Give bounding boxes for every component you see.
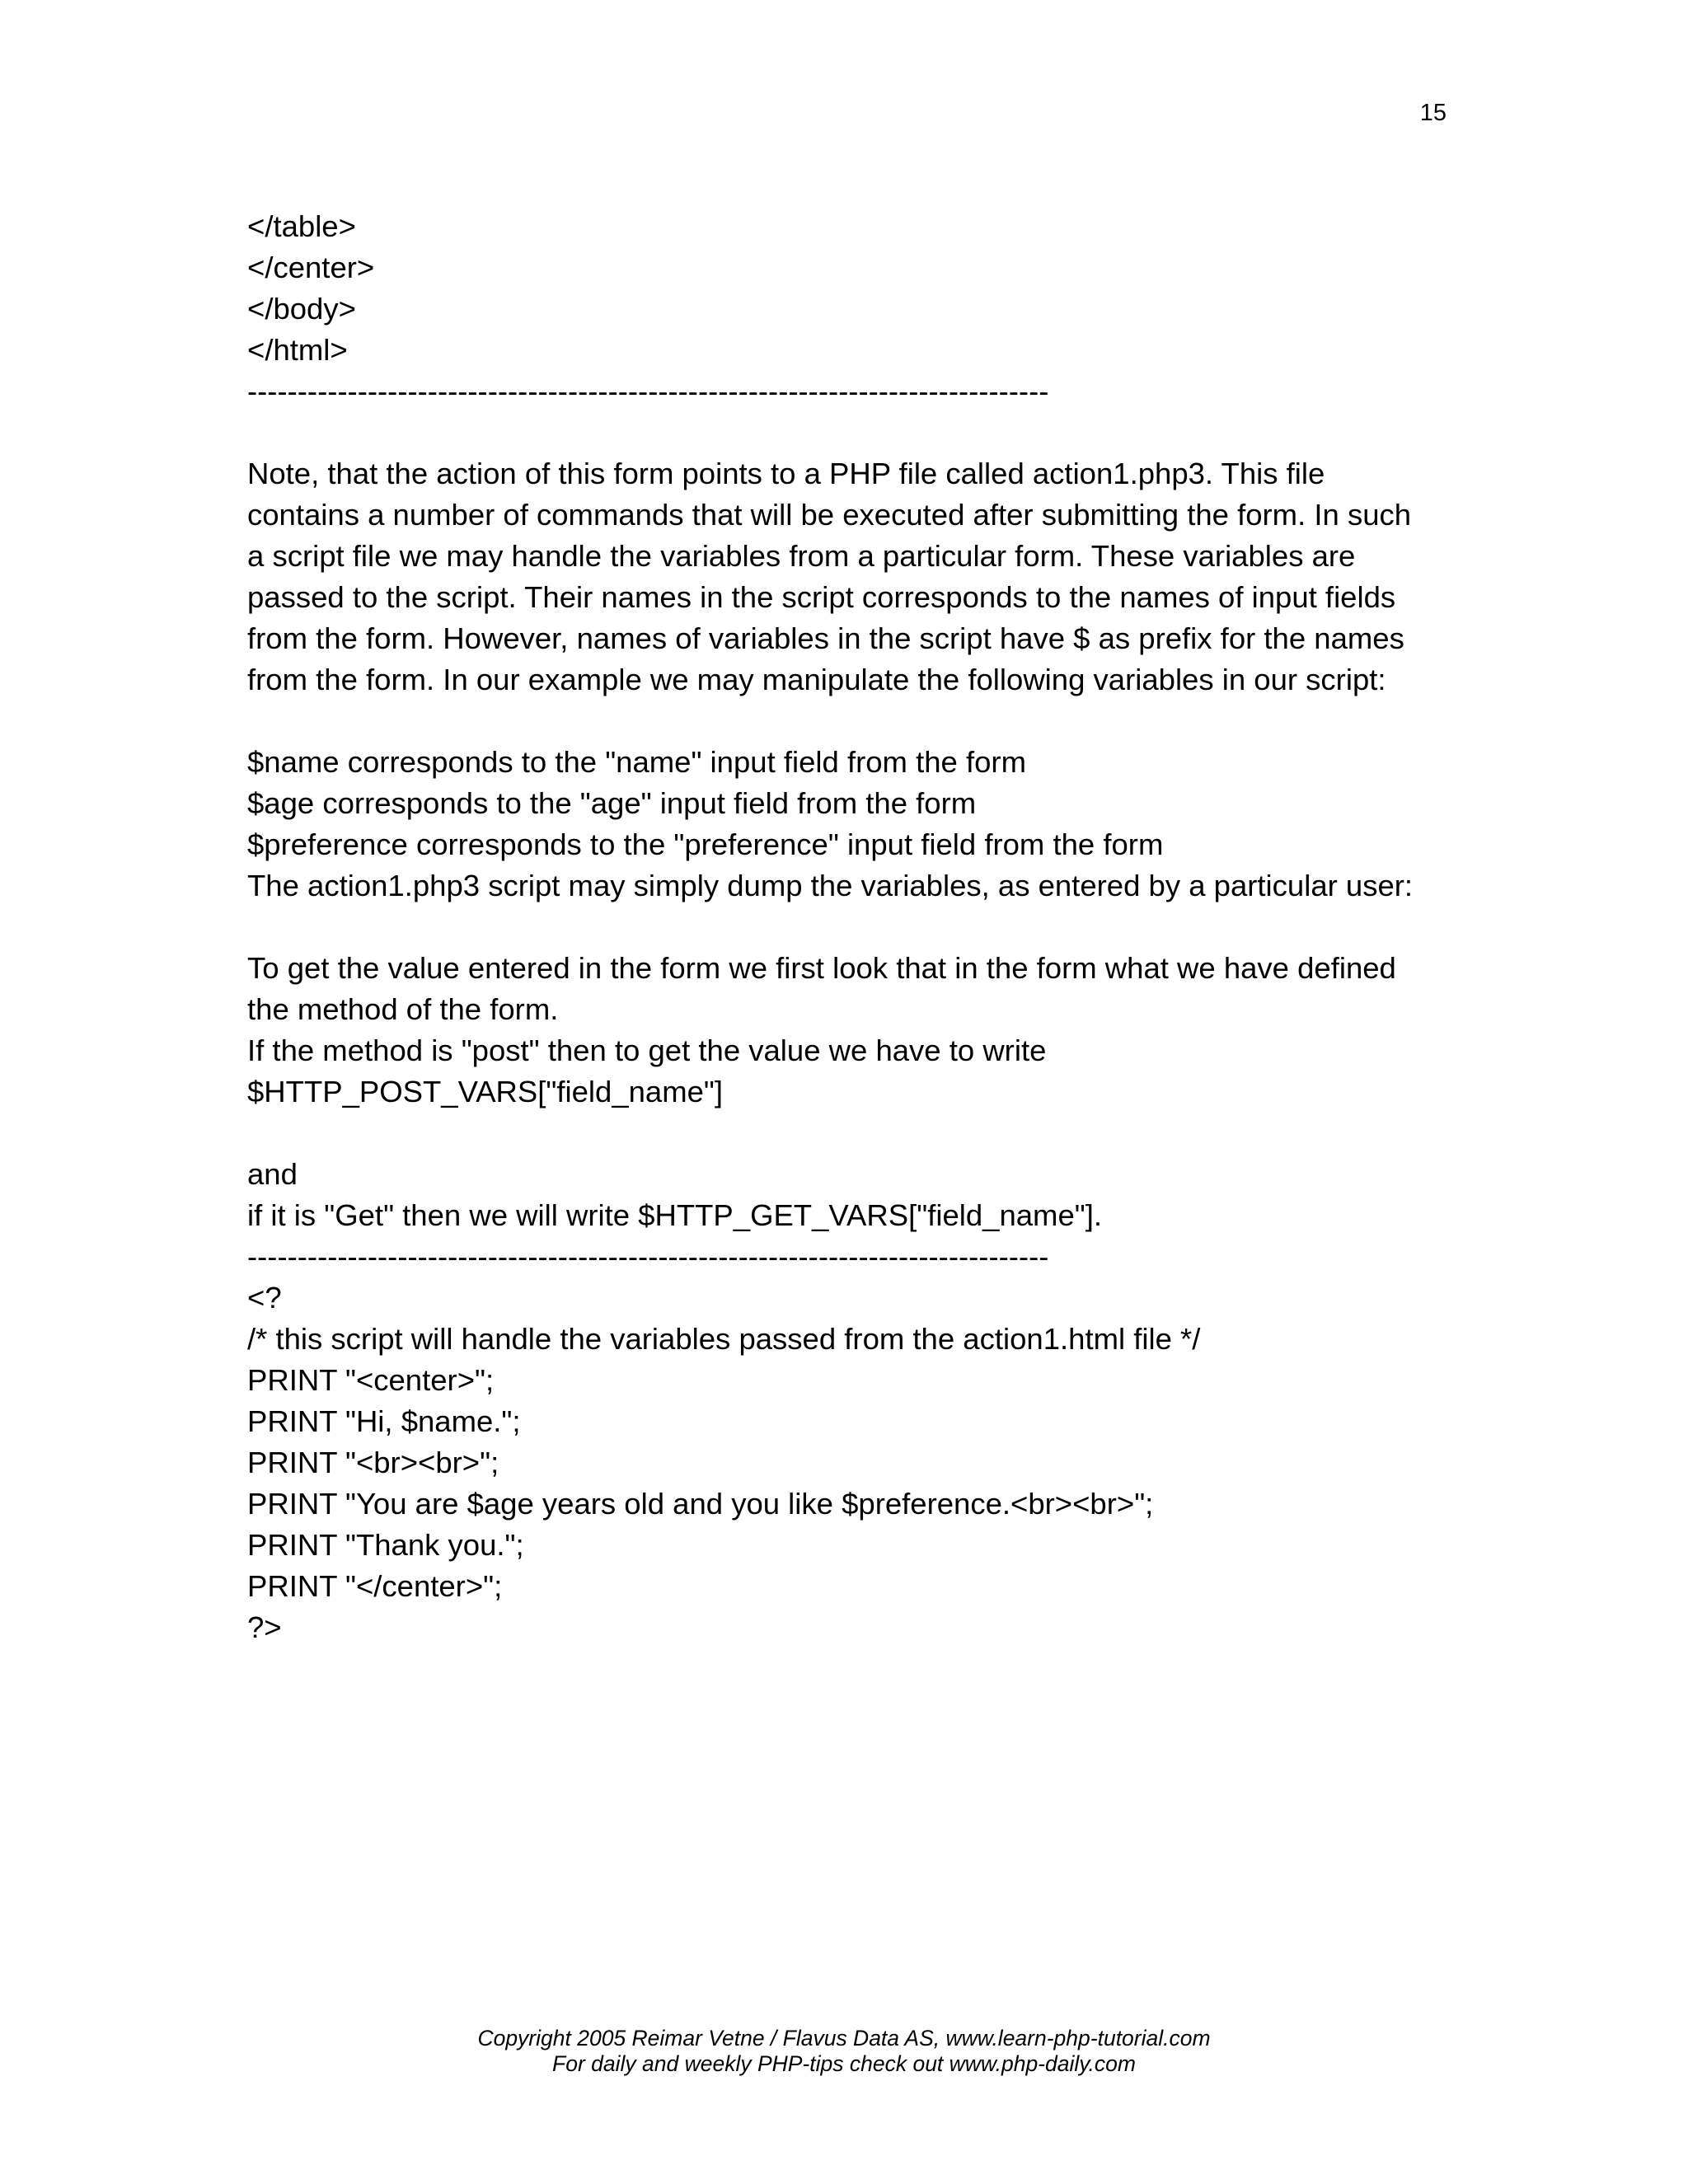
code-line: </center>: [247, 251, 375, 284]
page-body: [247, 206, 1451, 1648]
paragraph-line: contains a number of commands that will be executed after submitting the form. In such: [247, 498, 1412, 532]
blank-line: [247, 1113, 1451, 1154]
paragraph-line: $HTTP_POST_VARS["field_name"]: [247, 1075, 724, 1108]
copyright-line: Copyright 2005 Reimar Vetne / Flavus Data AS, www.learn-php-tutorial.com: [477, 2026, 1211, 2050]
variable-description: $age corresponds to the "age" input field from the form: [247, 786, 977, 820]
paragraph-line: from the form. However, names of variables in the script have $ as prefix for the names: [247, 621, 1404, 655]
separator-line: --------------------------------------------------------------------------------: [247, 374, 1049, 408]
paragraph-line: a script file we may handle the variables from a particular form. These variables are: [247, 539, 1356, 573]
code-line: </table>: [247, 209, 356, 243]
tips-line: For daily and weekly PHP-tips check out www.php-daily.com: [552, 2051, 1136, 2076]
paragraph-line: To get the value entered in the form we first look that in the form what we have defined: [247, 951, 1396, 985]
blank-line: [247, 701, 1451, 742]
variable-description: $preference corresponds to the "preference" input field from the form: [247, 827, 1164, 861]
paragraph-line: If the method is "post" then to get the value we have to write: [247, 1033, 1047, 1067]
paragraph-line: passed to the script. Their names in the script corresponds to the names of input fields: [247, 580, 1396, 614]
paragraph-line: if it is "Get" then we will write $HTTP_GET_VARS["field_name"].: [247, 1198, 1102, 1232]
paragraph-line: and: [247, 1157, 298, 1191]
page-footer: [0, 2026, 1688, 2077]
code-line: PRINT "</center>";: [247, 1569, 503, 1603]
variable-description: $name corresponds to the "name" input field from the form: [247, 745, 1026, 779]
code-line: <?: [247, 1281, 282, 1315]
code-line: </body>: [247, 292, 356, 326]
code-line: /* this script will handle the variables passed from the action1.html file */: [247, 1322, 1201, 1356]
blank-line: [247, 412, 1451, 453]
code-line: PRINT "<br><br>";: [247, 1446, 499, 1479]
code-line: PRINT "You are $age years old and you like $preference.<br><br>";: [247, 1487, 1154, 1521]
page-number: 15: [1419, 100, 1447, 126]
code-line: PRINT "Hi, $name.";: [247, 1404, 521, 1438]
paragraph-line: from the form. In our example we may manipulate the following variables in our script:: [247, 663, 1386, 696]
paragraph-line: Note, that the action of this form points to a PHP file called action1.php3. This file: [247, 457, 1325, 490]
code-line: </html>: [247, 333, 348, 367]
paragraph-line: The action1.php3 script may simply dump the variables, as entered by a particular user:: [247, 869, 1414, 902]
paragraph-line: the method of the form.: [247, 992, 559, 1026]
code-line: PRINT "<center>";: [247, 1363, 495, 1397]
code-line: ?>: [247, 1610, 282, 1644]
blank-line: [247, 907, 1451, 948]
separator-line: --------------------------------------------------------------------------------: [247, 1240, 1049, 1273]
code-line: PRINT "Thank you.";: [247, 1528, 524, 1562]
